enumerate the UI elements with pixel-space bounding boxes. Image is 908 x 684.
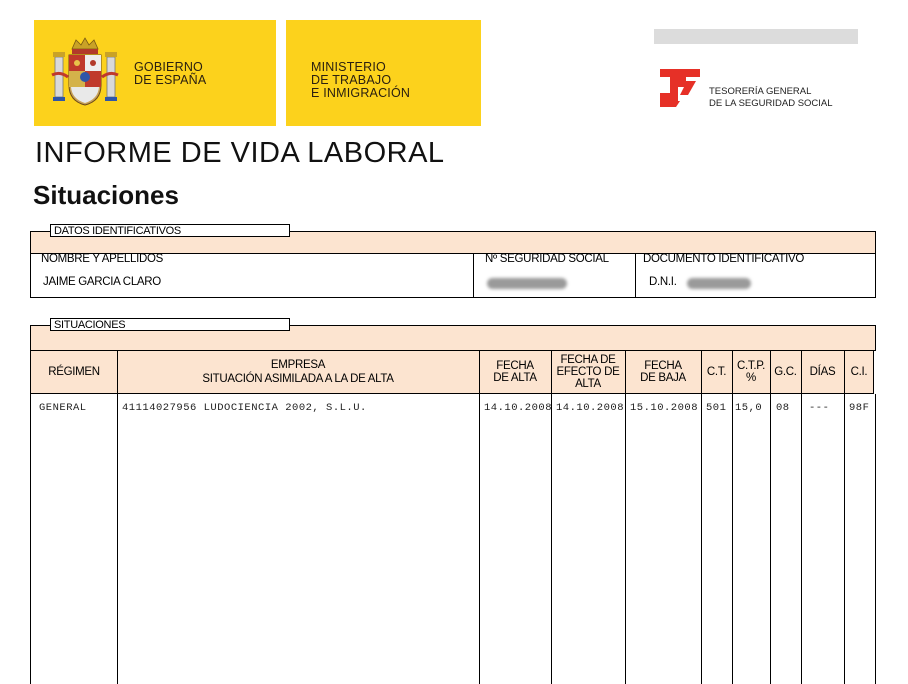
ministerio-line-2: DE TRABAJO	[311, 73, 392, 87]
head-divider	[770, 351, 771, 393]
body-divider	[551, 394, 552, 684]
cell-ci: 98F	[849, 402, 870, 414]
redacted-header-bar	[654, 29, 858, 44]
cell-gc: 08	[776, 402, 790, 414]
body-divider	[770, 394, 771, 684]
name-label: NOMBRE Y APELLIDOS	[41, 253, 164, 265]
nss-redacted-value	[487, 278, 567, 289]
col-ctp-label-2: %	[746, 372, 756, 384]
ministerio-line-1: MINISTERIO	[311, 60, 386, 74]
col-gc-label: G.C.	[774, 366, 797, 378]
col-fecha-baja-label-1: FECHA	[644, 360, 682, 372]
situaciones-table-header	[30, 350, 874, 394]
datos-box	[30, 253, 876, 298]
cell-ctp: 15,0	[735, 402, 763, 414]
tgss-line-1: TESORERÍA GENERAL	[709, 86, 812, 97]
body-divider	[844, 394, 845, 684]
nss-label: Nº SEGURIDAD SOCIAL	[485, 253, 609, 265]
col-ci	[844, 351, 874, 393]
head-divider	[701, 351, 702, 393]
situaciones-table-body	[30, 394, 876, 684]
cell-ct: 501	[706, 402, 727, 414]
page-title: INFORME DE VIDA LABORAL	[35, 137, 445, 169]
body-divider	[701, 394, 702, 684]
head-divider	[732, 351, 733, 393]
body-divider	[625, 394, 626, 684]
head-divider	[479, 351, 480, 393]
cell-fecha-efecto: 14.10.2008	[556, 402, 625, 414]
col-fecha-efecto-label-3: ALTA	[575, 378, 601, 390]
cell-fecha-alta: 14.10.2008	[484, 402, 553, 414]
cell-regimen: GENERAL	[39, 402, 87, 414]
page-subtitle: Situaciones	[33, 180, 179, 210]
col-regimen	[31, 351, 117, 393]
doc-label: DOCUMENTO IDENTIFICATIVO	[643, 253, 805, 265]
doc-redacted-value	[687, 278, 751, 289]
cell-empresa: 41114027956 LUDOCIENCIA 2002, S.L.U.	[122, 402, 367, 414]
body-divider	[479, 394, 480, 684]
col-empresa	[117, 351, 479, 393]
col-ctp	[732, 351, 770, 393]
ministerio-banner	[286, 20, 481, 126]
col-fecha-baja-label-2: DE BAJA	[640, 372, 686, 384]
cell-fecha-baja: 15.10.2008	[630, 402, 699, 414]
col-fecha-efecto-label-1: FECHA DE	[560, 354, 616, 366]
body-divider	[801, 394, 802, 684]
body-divider	[732, 394, 733, 684]
col-fecha-alta	[479, 351, 551, 393]
datos-section-label: DATOS IDENTIFICATIVOS	[50, 224, 290, 237]
col-ct-label: C.T.	[706, 366, 727, 378]
gobierno-espana-banner	[34, 20, 276, 126]
coat-of-arms-icon	[50, 35, 120, 113]
gobierno-line-2: DE ESPAÑA	[134, 73, 207, 87]
col-ci-label: C.I.	[850, 366, 868, 378]
col-regimen-label: RÉGIMEN	[48, 366, 100, 378]
col-fecha-baja	[625, 351, 701, 393]
col-gc	[770, 351, 801, 393]
tgss-text	[709, 86, 833, 110]
col-dias	[801, 351, 844, 393]
col-ct	[701, 351, 732, 393]
body-divider	[117, 394, 118, 684]
gobierno-line-1: GOBIERNO	[134, 60, 203, 74]
gobierno-text	[134, 61, 264, 87]
col-empresa-label-1: EMPRESA	[270, 359, 326, 371]
ministerio-text	[311, 61, 471, 100]
name-value: JAIME GARCIA CLARO	[43, 276, 161, 288]
head-divider	[117, 351, 118, 393]
col-empresa-label-2: SITUACIÓN ASIMILADA A LA DE ALTA	[202, 373, 394, 385]
situaciones-section-label: SITUACIONES	[50, 318, 290, 331]
head-divider	[844, 351, 845, 393]
head-divider	[801, 351, 802, 393]
ministerio-line-3: E INMIGRACIÓN	[311, 86, 411, 100]
col-fecha-efecto	[551, 351, 625, 393]
datos-divider-2	[635, 253, 636, 297]
col-dias-label: DÍAS	[809, 366, 836, 378]
tgss-line-2: DE LA SEGURIDAD SOCIAL	[709, 98, 833, 109]
head-divider	[625, 351, 626, 393]
cell-dias: ---	[809, 402, 830, 414]
datos-divider-1	[473, 253, 474, 297]
col-fecha-alta-label-2: DE ALTA	[493, 372, 537, 384]
doc-type: D.N.I.	[649, 276, 677, 288]
col-fecha-efecto-label-2: EFECTO DE	[556, 366, 620, 378]
col-ctp-label-1: C.T.P.	[736, 360, 766, 372]
head-divider	[551, 351, 552, 393]
tgss-logo-icon	[658, 67, 702, 109]
col-fecha-alta-label-1: FECHA	[496, 360, 534, 372]
